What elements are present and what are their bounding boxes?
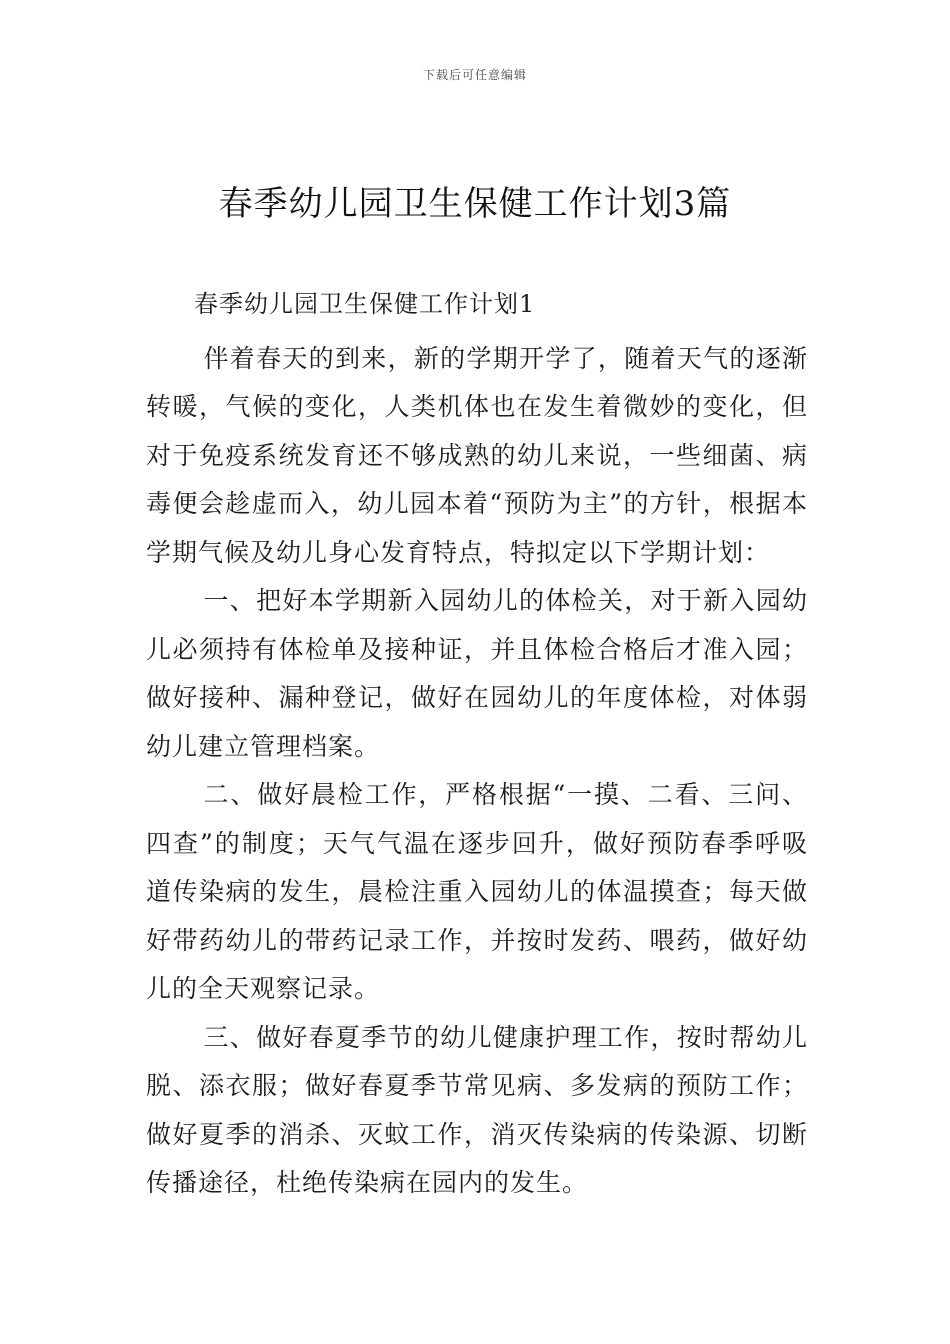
document-body	[146, 280, 808, 1208]
paragraph-item-3: 三、做好春夏季节的幼儿健康护理工作，按时帮幼儿脱、添衣服；做好春夏季节常见病、多发病的预防工作；做好夏季的消杀、灭蚊工作，消灭传染病的传染源、切断传播途径，杜绝传染病在园内的发生。	[146, 1022, 808, 1197]
header-note: 下载后可任意编辑	[422, 68, 527, 82]
paragraph-item-1: 一、把好本学期新入园幼儿的体检关，对于新入园幼儿必须持有体检单及接种证，并且体检合格后才准入园；做好接种、漏种登记，做好在园幼儿的年度体检，对体弱幼儿建立管理档案。	[146, 586, 808, 761]
paragraph-intro: 伴着春天的到来，新的学期开学了，随着天气的逐渐转暖，气候的变化，人类机体也在发生着微妙的变化，但对于免疫系统发育还不够成熟的幼儿来说，一些细菌、病毒便会趁虚而入，幼儿园本着“预防为主”的方针，根据本学期气候及幼儿身心发育特点，特拟定以下学期计划：	[146, 343, 808, 567]
section-title: 春季幼儿园卫生保健工作计划1	[194, 290, 536, 318]
document-title: 春季幼儿园卫生保健工作计划3篇	[218, 184, 732, 224]
paragraph-item-2: 二、做好晨检工作，严格根据“一摸、二看、三问、四查”的制度；天气气温在逐步回升，做好预防春季呼吸道传染病的发生，晨检注重入园幼儿的体温摸查；每天做好带药幼儿的带药记录工作，并按时发药、喂药，做好幼儿的全天观察记录。	[146, 780, 808, 1003]
